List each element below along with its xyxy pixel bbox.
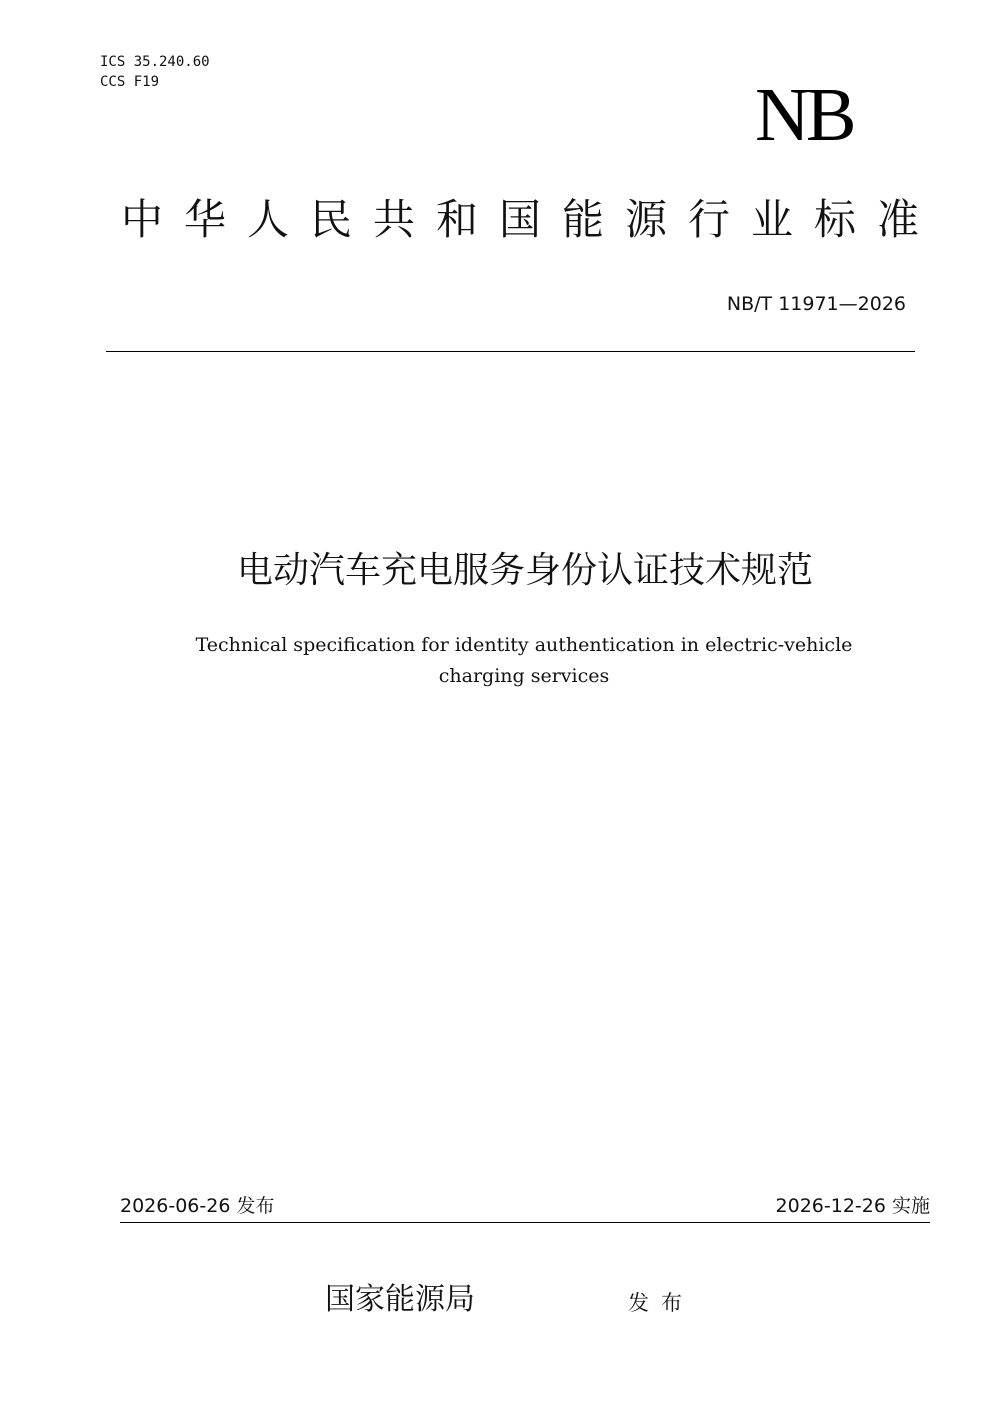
industry-title-char: 民	[309, 195, 352, 244]
document-title-english	[110, 630, 938, 692]
industry-title-char: 能	[561, 195, 604, 244]
industry-standard-title	[120, 192, 920, 248]
footer-divider	[120, 1222, 930, 1223]
publish-label: 发布	[628, 1291, 694, 1315]
classification-codes	[100, 52, 210, 92]
issue-date: 2026-06-26 发布	[120, 1195, 275, 1217]
industry-title-char: 中	[120, 195, 163, 244]
industry-title-char: 和	[435, 195, 478, 244]
ics-code: ICS 35.240.60	[100, 54, 210, 70]
document-title-chinese: 电动汽车充电服务身份认证技术规范	[236, 550, 813, 591]
english-title-line-2: charging services	[438, 665, 610, 687]
nb-logo: NB	[755, 73, 853, 157]
english-title-line-1: Technical specification for identity authentication in electric-vehicle	[195, 634, 853, 656]
industry-title-char: 业	[750, 195, 793, 244]
header-divider	[106, 351, 915, 352]
standard-number: NB/T 11971—2026	[726, 293, 906, 315]
industry-title-char: 华	[183, 195, 226, 244]
industry-title-char: 共	[372, 195, 415, 244]
industry-title-char: 行	[687, 195, 730, 244]
publisher-name: 国家能源局	[325, 1282, 475, 1317]
industry-title-char: 标	[813, 195, 856, 244]
ccs-code: CCS F19	[100, 74, 160, 90]
industry-title-char: 人	[246, 195, 289, 244]
implementation-date: 2026-12-26 实施	[775, 1195, 930, 1217]
industry-title-char: 国	[498, 195, 541, 244]
industry-title-char: 源	[624, 195, 667, 244]
industry-title-char: 准	[876, 195, 919, 244]
